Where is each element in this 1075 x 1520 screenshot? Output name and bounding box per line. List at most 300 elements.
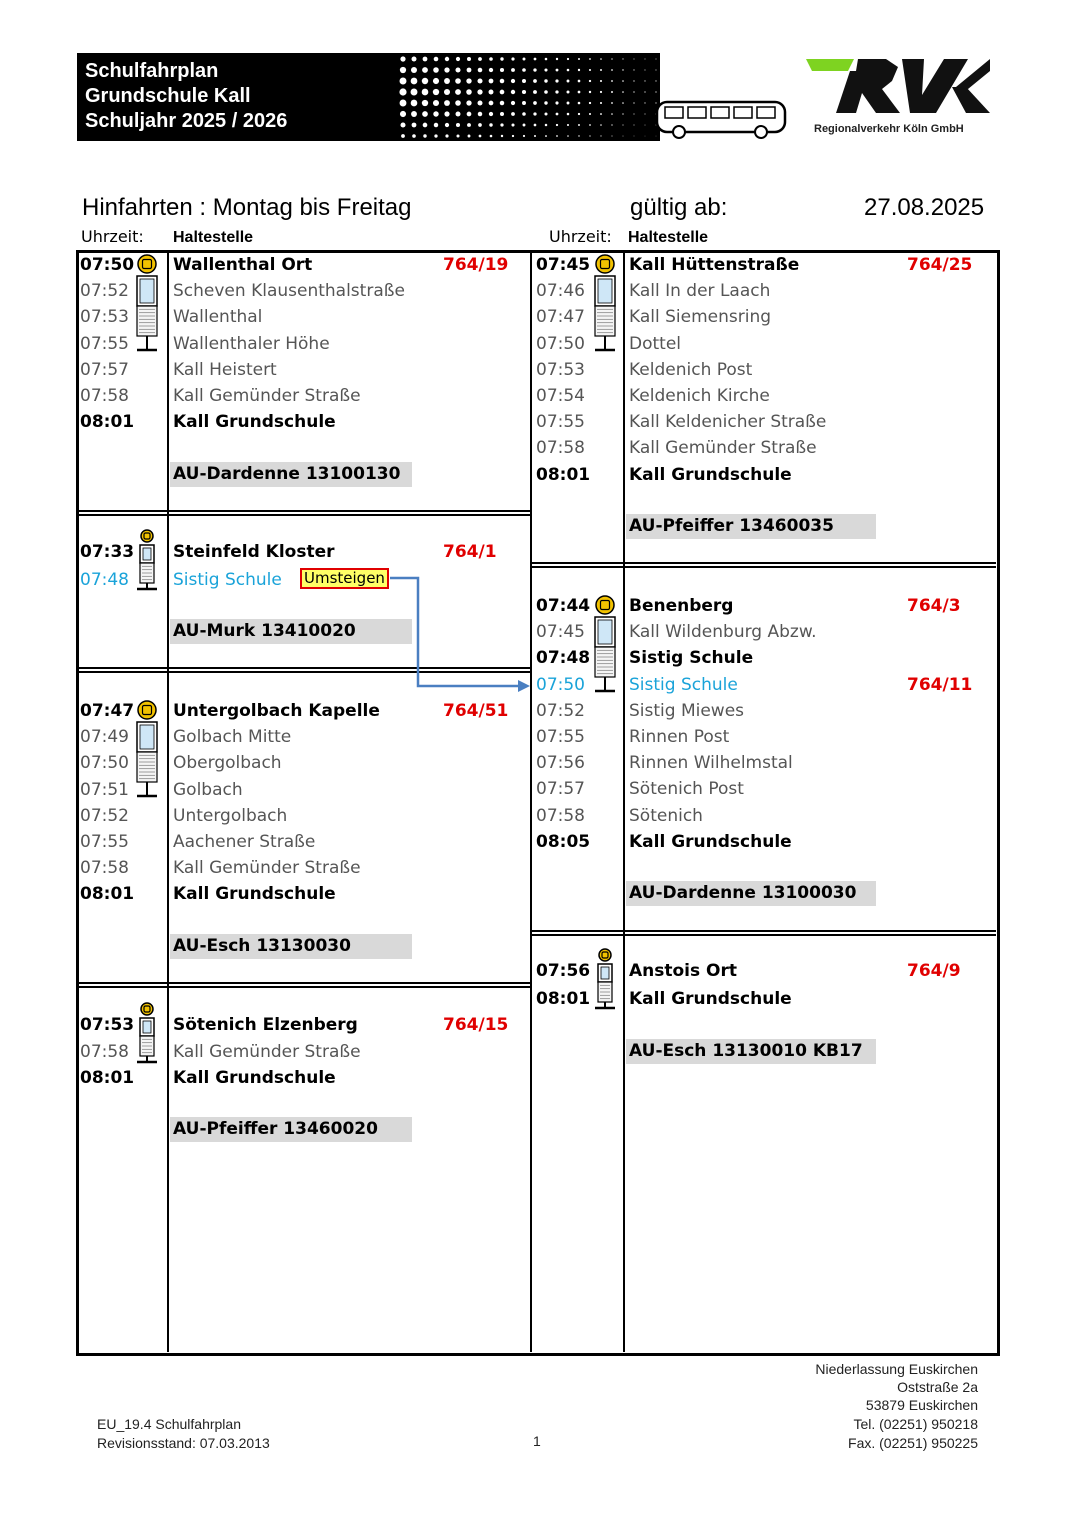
left-block-2-route: 764/51 [443, 701, 509, 721]
right-block-1-stop: Sötenich Post [629, 779, 744, 800]
halftone-dot [479, 135, 482, 138]
left-block-2-stop: Kall Grundschule [173, 884, 336, 905]
left-block-0-time: 07:53 [80, 307, 129, 328]
halftone-dot [512, 135, 514, 137]
halftone-dot [556, 69, 559, 72]
halftone-dot [422, 89, 429, 96]
left-separator-1b [78, 514, 532, 516]
right-block-0-time: 07:58 [536, 438, 585, 459]
halftone-dot [455, 67, 460, 72]
halftone-dot [645, 125, 646, 126]
bus-stop-icon [136, 529, 158, 591]
halftone-dot [534, 124, 537, 127]
halftone-dot [589, 113, 591, 115]
bus-stop-icon [136, 1002, 158, 1064]
halftone-dot [511, 90, 515, 94]
halftone-dot [411, 56, 416, 61]
halftone-dot [423, 123, 428, 128]
halftone-dot [644, 80, 645, 81]
halftone-dot [500, 123, 503, 126]
address-line-4: Tel. (02251) 950218 [853, 1416, 978, 1432]
halftone-dot [555, 90, 558, 93]
halftone-dot [422, 100, 428, 106]
address-line-3: 53879 Euskirchen [865, 1397, 978, 1413]
halftone-dot [567, 91, 570, 94]
halftone-dot [490, 135, 493, 138]
left-block-3-time: 07:53 [80, 1015, 135, 1035]
halftone-dot [478, 68, 483, 73]
halftone-dot [567, 80, 570, 83]
right-stop-header: Haltestelle [628, 229, 709, 246]
address-line-5: Fax. (02251) 950225 [848, 1435, 978, 1451]
halftone-dot [500, 79, 505, 84]
halftone-dot [633, 113, 634, 114]
halftone-dot [522, 112, 526, 116]
halftone-dot [444, 100, 450, 106]
halftone-dot [422, 111, 428, 117]
right-block-1-stop: Sötenich [629, 805, 703, 826]
halftone-dot [411, 78, 418, 85]
halftone-dot [633, 102, 634, 103]
halftone-dot [634, 136, 635, 137]
right-block-0-stop: Kall In der Laach [629, 281, 771, 302]
left-block-0-route: 764/19 [443, 255, 509, 275]
halftone-dot [478, 123, 482, 127]
right-block-0-time: 08:01 [536, 464, 591, 485]
left-block-2-au-label: AU-Esch 13130030 [170, 934, 412, 959]
halftone-dot [578, 135, 579, 136]
left-block-0-stop: Wallenthal [173, 307, 263, 328]
halftone-dot [489, 112, 493, 116]
halftone-dot [645, 59, 646, 60]
halftone-dot [545, 58, 548, 61]
halftone-dot [556, 58, 558, 60]
left-block-2-time: 07:50 [80, 753, 129, 774]
halftone-dot [567, 69, 570, 72]
halftone-dot [467, 68, 472, 73]
halftone-dot [600, 58, 602, 60]
halftone-dot [500, 90, 505, 95]
right-block-1-time: 07:55 [536, 727, 585, 747]
halftone-dots-decoration [397, 53, 660, 141]
right-block-1-time: 07:56 [536, 753, 585, 774]
left-block-2-stop: Untergolbach Kapelle [173, 701, 380, 721]
halftone-dot [600, 113, 602, 115]
halftone-dot [412, 123, 417, 128]
left-block-0-time: 08:01 [80, 412, 135, 433]
halftone-dot [589, 69, 591, 71]
halftone-dot [545, 135, 547, 137]
halftone-dot [500, 57, 503, 60]
title-line-2: Grundschule Kall [85, 85, 251, 107]
halftone-dot [444, 89, 450, 95]
halftone-dot [655, 91, 656, 92]
halftone-dot [466, 78, 471, 83]
right-block-1-stop: Sistig Schule [629, 674, 738, 695]
halftone-dot [600, 124, 602, 126]
left-block-3-stop: Sötenich Elzenberg [173, 1015, 358, 1035]
halftone-dot [544, 79, 547, 82]
bus-stop-icon [590, 595, 620, 693]
left-block-0-time: 07:57 [80, 359, 129, 380]
right-block-0-stop: Kall Hüttenstraße [629, 255, 800, 275]
left-time-header: Uhrzeit: [81, 227, 144, 246]
bus-stop-icon [132, 700, 162, 798]
halftone-dot [500, 112, 504, 116]
halftone-dot [423, 134, 426, 137]
halftone-dot [489, 79, 494, 84]
halftone-dot [433, 111, 438, 116]
halftone-dot [400, 111, 406, 117]
right-separator-1b [532, 566, 996, 568]
left-block-0-time: 07:55 [80, 333, 129, 354]
halftone-dot [544, 68, 547, 71]
left-block-2-stop: Kall Gemünder Straße [173, 858, 361, 879]
right-block-1-stop: Sistig Schule [629, 648, 754, 669]
halftone-dot [556, 113, 559, 116]
right-block-1-time: 07:45 [536, 622, 585, 643]
left-block-0-time: 07:58 [80, 386, 129, 406]
halftone-dot [401, 134, 405, 138]
halftone-dot [511, 112, 515, 116]
halftone-dot [611, 102, 613, 104]
left-block-0-time: 07:52 [80, 281, 129, 302]
halftone-dot [445, 57, 449, 61]
halftone-dot [489, 68, 493, 72]
halftone-dot [533, 112, 536, 115]
halftone-dot [522, 68, 526, 72]
left-block-0-stop: Kall Gemünder Straße [173, 386, 361, 406]
halftone-dot [433, 78, 439, 84]
halftone-dot [468, 135, 471, 138]
halftone-dot [455, 100, 461, 106]
halftone-dot [644, 69, 645, 70]
halftone-dot [556, 135, 558, 137]
halftone-dot [467, 57, 471, 61]
halftone-dot [655, 69, 656, 70]
halftone-dot [589, 58, 591, 60]
halftone-dot [411, 111, 417, 117]
halftone-dot [544, 101, 547, 104]
halftone-dot [578, 113, 580, 115]
halftone-dot [644, 91, 645, 92]
right-block-0-stop: Keldenich Kirche [629, 386, 770, 406]
halftone-dot [523, 124, 526, 127]
halftone-dot [589, 102, 591, 104]
left-block-3-time: 08:01 [80, 1068, 135, 1088]
halftone-dot [456, 134, 459, 137]
halftone-dot [622, 91, 624, 93]
right-block-0-stop: Kall Gemünder Straße [629, 438, 817, 459]
halftone-dot [656, 59, 657, 60]
halftone-dot [611, 113, 613, 115]
halftone-dot [578, 102, 581, 105]
halftone-dot [477, 89, 482, 94]
halftone-dot [445, 134, 448, 137]
halftone-dot [489, 101, 494, 106]
halftone-dot [611, 69, 613, 71]
halftone-dot [544, 90, 548, 94]
halftone-dot [655, 80, 656, 81]
halftone-dot [589, 135, 590, 136]
halftone-dot [411, 67, 417, 73]
halftone-dot [567, 58, 569, 60]
halftone-dot [500, 68, 504, 72]
right-block-1-stop: Kall Grundschule [629, 831, 792, 852]
right-separator-2b [532, 934, 996, 936]
halftone-dot [399, 88, 406, 95]
right-block-1-au-label: AU-Dardenne 13100030 [626, 881, 876, 906]
right-block-1-route-2: 764/11 [907, 674, 973, 695]
halftone-dot [423, 57, 428, 62]
halftone-dot [477, 78, 482, 83]
halftone-dot [567, 102, 570, 105]
halftone-dot [445, 123, 449, 127]
left-block-0-stop: Wallenthal Ort [173, 255, 313, 275]
bus-stop-icon [590, 254, 620, 352]
halftone-dot [422, 67, 428, 73]
halftone-dot [400, 67, 406, 73]
halftone-dot [589, 124, 591, 126]
halftone-dot [534, 58, 537, 61]
halftone-dot [434, 134, 437, 137]
halftone-dot [489, 90, 494, 95]
halftone-dot [600, 102, 602, 104]
left-block-2-time: 07:47 [80, 701, 135, 721]
halftone-dot [467, 112, 472, 117]
halftone-dot [622, 69, 623, 70]
left-separator-1a [78, 510, 532, 512]
right-block-1-stop: Rinnen Post [629, 727, 730, 747]
left-block-2-stop: Aachener Straße [173, 832, 316, 852]
halftone-dot [633, 69, 634, 70]
right-block-1-time: 07:58 [536, 805, 585, 826]
left-block-0-time: 07:50 [80, 255, 135, 275]
halftone-dot [544, 112, 547, 115]
left-block-2-time: 07:55 [80, 832, 129, 852]
halftone-dot [434, 123, 438, 127]
page-title: Hinfahrten : Montag bis Freitag [82, 194, 412, 221]
address-line-2: Oststraße 2a [897, 1379, 978, 1395]
left-block-2-time: 07:58 [80, 858, 129, 879]
right-block-2-time: 07:56 [536, 961, 591, 981]
halftone-dot [411, 89, 418, 96]
halftone-dot [511, 101, 515, 105]
halftone-dot [578, 69, 580, 71]
halftone-dot [589, 91, 591, 93]
halftone-dot [511, 123, 514, 126]
halftone-dot [400, 78, 407, 85]
halftone-dot [400, 100, 407, 107]
right-block-1-time: 08:05 [536, 831, 591, 852]
left-block-1-time: 07:33 [80, 542, 135, 562]
halftone-dot [534, 135, 536, 137]
halftone-dot [622, 113, 623, 114]
bus-stop-icon [594, 948, 616, 1010]
transfer-arrow [388, 572, 534, 692]
left-separator-3b [78, 986, 532, 988]
revision: Revisionsstand: 07.03.2013 [97, 1435, 270, 1451]
right-block-0-time: 07:54 [536, 386, 585, 406]
halftone-dot [444, 67, 449, 72]
halftone-dot [523, 58, 526, 61]
left-block-3-route: 764/15 [443, 1015, 509, 1035]
halftone-dot [455, 78, 461, 84]
right-block-0-au-label: AU-Pfeiffer 13460035 [626, 514, 876, 539]
left-block-1-time: 07:48 [80, 570, 129, 590]
halftone-dot [533, 79, 537, 83]
left-block-3-time: 07:58 [80, 1041, 129, 1062]
address-line-1: Niederlassung Euskirchen [815, 1361, 978, 1377]
right-block-0-stop: Kall Siemensring [629, 307, 772, 328]
left-block-3-stop: Kall Grundschule [173, 1068, 336, 1088]
halftone-dot [644, 102, 645, 103]
bus-icon [655, 100, 789, 142]
halftone-dot [633, 80, 634, 81]
halftone-dot [533, 90, 537, 94]
right-block-0-route: 764/25 [907, 255, 973, 275]
halftone-dot [622, 58, 623, 59]
valid-from-label: gültig ab: [630, 194, 728, 221]
halftone-dot [533, 68, 536, 71]
halftone-dot [522, 101, 526, 105]
title-line-1: Schulfahrplan [85, 60, 219, 82]
halftone-dot [511, 79, 515, 83]
halftone-dot [477, 100, 482, 105]
rvk-logo [806, 57, 992, 117]
halftone-dot [456, 123, 460, 127]
title-line-3: Schuljahr 2025 / 2026 [85, 110, 288, 132]
right-block-0-stop: Kall Keldenicher Straße [629, 412, 827, 433]
halftone-dot [489, 123, 492, 126]
halftone-dot [501, 135, 503, 137]
transfer-badge: Umsteigen [300, 568, 389, 589]
valid-from-date: 27.08.2025 [864, 194, 985, 221]
left-block-1-stop: Sistig Schule [173, 570, 282, 590]
page-number: 1 [533, 1433, 541, 1449]
halftone-dot [511, 57, 514, 60]
halftone-dot [600, 91, 602, 93]
halftone-dot [645, 136, 646, 137]
halftone-dot [644, 113, 645, 114]
right-block-0-stop: Dottel [629, 333, 682, 354]
halftone-dot [578, 58, 580, 60]
right-block-0-time: 07:55 [536, 412, 585, 433]
halftone-dot [611, 80, 613, 82]
halftone-dot [444, 78, 450, 84]
left-block-2-time: 08:01 [80, 884, 135, 905]
halftone-dot [578, 124, 580, 126]
halftone-dot [555, 101, 558, 104]
right-block-0-time: 07:47 [536, 307, 585, 328]
left-block-0-stop: Scheven Klausenthalstraße [173, 281, 405, 302]
halftone-dot [433, 100, 439, 106]
right-block-1-time: 07:52 [536, 700, 585, 721]
right-block-0-stop: Keldenich Post [629, 359, 753, 380]
halftone-dot [456, 57, 460, 61]
right-block-1-time: 07:50 [536, 674, 585, 695]
right-block-1-time: 07:57 [536, 779, 585, 800]
left-block-0-stop: Kall Heistert [173, 359, 277, 380]
halftone-dot [634, 59, 635, 60]
right-block-0-time: 07:53 [536, 359, 585, 380]
halftone-dot [422, 78, 428, 84]
right-block-1-stop: Kall Wildenburg Abzw. [629, 622, 817, 643]
halftone-dot [466, 89, 472, 95]
left-block-2-time: 07:49 [80, 727, 129, 748]
halftone-dot [600, 69, 602, 71]
halftone-dot [567, 135, 569, 137]
left-block-2-stop: Obergolbach [173, 753, 282, 774]
halftone-dot [489, 57, 493, 61]
left-block-1-stop: Steinfeld Kloster [173, 542, 335, 562]
right-block-1-time: 07:44 [536, 596, 591, 616]
left-block-3-au-label: AU-Pfeiffer 13460020 [170, 1117, 412, 1142]
left-block-0-stop: Wallenthaler Höhe [173, 333, 330, 354]
halftone-dot [466, 100, 471, 105]
right-block-1-stop: Rinnen Wilhelmstal [629, 753, 793, 774]
right-block-1-stop: Sistig Miewes [629, 700, 745, 721]
left-block-1-au-label: AU-Murk 13410020 [170, 619, 412, 644]
halftone-dot [533, 101, 537, 105]
right-block-2-route: 764/9 [907, 961, 961, 981]
right-divider [623, 252, 625, 1352]
right-block-2-stop: Kall Grundschule [629, 989, 792, 1009]
halftone-dot [500, 101, 504, 105]
left-block-2-stop: Golbach Mitte [173, 727, 292, 748]
halftone-dot [522, 90, 526, 94]
right-block-1-stop: Benenberg [629, 596, 734, 616]
center-divider [530, 252, 532, 1352]
halftone-dot [600, 135, 601, 136]
halftone-dot [412, 134, 416, 138]
halftone-dot [545, 124, 548, 127]
halftone-dot [400, 122, 405, 127]
halftone-dot [578, 80, 581, 83]
halftone-dot [434, 57, 439, 62]
halftone-dot [600, 80, 602, 82]
halftone-dot [478, 112, 482, 116]
halftone-dot [556, 124, 558, 126]
left-block-2-time: 07:52 [80, 805, 129, 826]
halftone-dot [555, 79, 558, 82]
left-block-2-stop: Golbach [173, 779, 243, 800]
halftone-dot [622, 80, 624, 82]
doc-id: EU_19.4 Schulfahrplan [97, 1416, 241, 1432]
halftone-dot [523, 135, 525, 137]
halftone-dot [611, 58, 612, 59]
right-block-2-time: 08:01 [536, 989, 591, 1009]
right-block-2-au-label: AU-Esch 13130010 KB17 [626, 1039, 876, 1064]
halftone-dot [455, 89, 461, 95]
halftone-dot [633, 91, 634, 92]
halftone-dot [411, 100, 418, 107]
right-block-0-time: 07:45 [536, 255, 591, 275]
halftone-dot [611, 124, 612, 125]
left-divider [167, 252, 169, 1352]
halftone-dot [622, 124, 623, 125]
left-stop-header: Haltestelle [173, 229, 254, 246]
halftone-dot [467, 123, 471, 127]
halftone-dot [567, 113, 570, 116]
left-block-2-stop: Untergolbach [173, 805, 288, 826]
right-block-1-time: 07:48 [536, 648, 591, 669]
halftone-dot [578, 91, 581, 94]
halftone-dot [456, 112, 461, 117]
left-separator-3a [78, 982, 532, 984]
left-block-0-stop: Kall Grundschule [173, 412, 336, 433]
right-block-0-time: 07:46 [536, 281, 585, 302]
